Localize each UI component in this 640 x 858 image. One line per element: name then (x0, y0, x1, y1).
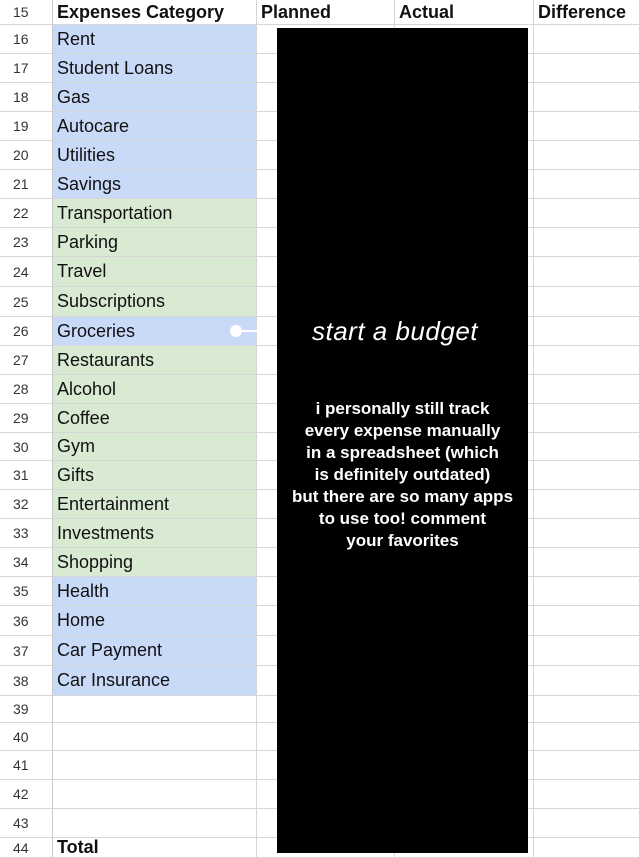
difference-cell[interactable] (534, 519, 640, 548)
row-number[interactable]: 27 (0, 346, 53, 375)
difference-cell[interactable] (534, 433, 640, 461)
row-number[interactable]: 37 (0, 636, 53, 666)
row-number[interactable]: 15 (0, 0, 53, 25)
row-number[interactable]: 19 (0, 112, 53, 141)
difference-cell[interactable] (534, 723, 640, 751)
difference-cell[interactable] (534, 666, 640, 696)
category-cell[interactable] (53, 809, 257, 838)
row-number[interactable]: 18 (0, 83, 53, 112)
difference-cell[interactable] (534, 25, 640, 54)
difference-cell[interactable] (534, 548, 640, 577)
row-number[interactable]: 28 (0, 375, 53, 404)
row-number[interactable]: 39 (0, 696, 53, 723)
callout-text: start a budget (312, 316, 478, 346)
category-cell[interactable]: Subscriptions (53, 287, 257, 317)
difference-cell[interactable] (534, 54, 640, 83)
note-line: i personally still track (315, 399, 490, 418)
row-number[interactable]: 43 (0, 809, 53, 838)
difference-cell[interactable] (534, 636, 640, 666)
category-cell[interactable]: Entertainment (53, 490, 257, 519)
category-cell[interactable]: Travel (53, 257, 257, 287)
row-number[interactable]: 38 (0, 666, 53, 696)
row-number[interactable]: 29 (0, 404, 53, 433)
header-row (0, 0, 640, 25)
category-cell[interactable]: Rent (53, 25, 257, 54)
callout-line (242, 330, 272, 332)
difference-cell[interactable] (534, 141, 640, 170)
category-cell[interactable]: Alcohol (53, 375, 257, 404)
row-number[interactable]: 34 (0, 548, 53, 577)
note-line: but there are so many apps (291, 487, 514, 506)
difference-cell[interactable] (534, 404, 640, 433)
row-number[interactable]: 26 (0, 317, 53, 346)
column-header-planned[interactable]: Planned (257, 0, 395, 25)
category-cell[interactable]: Student Loans (53, 54, 257, 83)
difference-cell[interactable] (534, 257, 640, 287)
difference-cell[interactable] (534, 838, 640, 858)
difference-cell[interactable] (534, 490, 640, 519)
difference-cell[interactable] (534, 199, 640, 228)
row-number[interactable]: 36 (0, 606, 53, 636)
difference-cell[interactable] (534, 170, 640, 199)
category-cell[interactable]: Transportation (53, 199, 257, 228)
category-cell[interactable]: Car Insurance (53, 666, 257, 696)
category-cell[interactable] (53, 751, 257, 780)
category-cell[interactable]: Groceries (53, 317, 257, 346)
difference-cell[interactable] (534, 751, 640, 780)
note-line: every expense manually (304, 421, 501, 440)
difference-cell[interactable] (534, 780, 640, 809)
category-cell[interactable]: Gas (53, 83, 257, 112)
callout (230, 314, 640, 348)
difference-cell[interactable] (534, 287, 640, 317)
category-cell[interactable]: Utilities (53, 141, 257, 170)
note-line: in a spreadsheet (which (306, 443, 499, 462)
row-number[interactable]: 22 (0, 199, 53, 228)
category-cell[interactable]: Autocare (53, 112, 257, 141)
row-number[interactable]: 31 (0, 461, 53, 490)
difference-cell[interactable] (534, 375, 640, 404)
row-number[interactable]: 40 (0, 723, 53, 751)
callout-line-dash (277, 330, 297, 332)
note-line: to use too! comment (318, 509, 487, 528)
difference-cell[interactable] (534, 112, 640, 141)
difference-cell[interactable] (534, 577, 640, 606)
row-number[interactable]: 30 (0, 433, 53, 461)
category-cell[interactable]: Parking (53, 228, 257, 257)
column-header-category[interactable]: Expenses Category (53, 0, 257, 25)
row-number[interactable]: 23 (0, 228, 53, 257)
note-line: is definitely outdated) (314, 465, 491, 484)
row-number[interactable]: 20 (0, 141, 53, 170)
category-cell[interactable]: Shopping (53, 548, 257, 577)
category-cell[interactable]: Car Payment (53, 636, 257, 666)
category-cell[interactable]: Restaurants (53, 346, 257, 375)
category-cell[interactable]: Total (53, 838, 257, 858)
category-cell[interactable]: Health (53, 577, 257, 606)
row-number[interactable]: 32 (0, 490, 53, 519)
row-number[interactable]: 25 (0, 287, 53, 317)
difference-cell[interactable] (534, 228, 640, 257)
category-cell[interactable]: Gifts (53, 461, 257, 490)
row-number[interactable]: 44 (0, 838, 53, 858)
category-cell[interactable] (53, 696, 257, 723)
callout-dot (230, 325, 242, 337)
row-number[interactable]: 17 (0, 54, 53, 83)
category-cell[interactable]: Savings (53, 170, 257, 199)
category-cell[interactable]: Coffee (53, 404, 257, 433)
overlay-note (277, 398, 528, 552)
row-number[interactable]: 24 (0, 257, 53, 287)
difference-cell[interactable] (534, 461, 640, 490)
category-cell[interactable] (53, 780, 257, 809)
row-number[interactable]: 16 (0, 25, 53, 54)
category-cell[interactable]: Gym (53, 433, 257, 461)
difference-cell[interactable] (534, 696, 640, 723)
note-line: your favorites (346, 531, 459, 550)
row-number[interactable]: 21 (0, 170, 53, 199)
category-cell[interactable]: Home (53, 606, 257, 636)
column-header-actual[interactable]: Actual (395, 0, 534, 25)
category-cell[interactable] (53, 723, 257, 751)
column-header-difference[interactable]: Difference (534, 0, 640, 25)
row-number[interactable]: 33 (0, 519, 53, 548)
difference-cell[interactable] (534, 83, 640, 112)
difference-cell[interactable] (534, 606, 640, 636)
row-number[interactable]: 41 (0, 751, 53, 780)
category-cell[interactable]: Investments (53, 519, 257, 548)
row-number[interactable]: 42 (0, 780, 53, 809)
difference-cell[interactable] (534, 809, 640, 838)
difference-cell[interactable] (534, 346, 640, 375)
row-number[interactable]: 35 (0, 577, 53, 606)
